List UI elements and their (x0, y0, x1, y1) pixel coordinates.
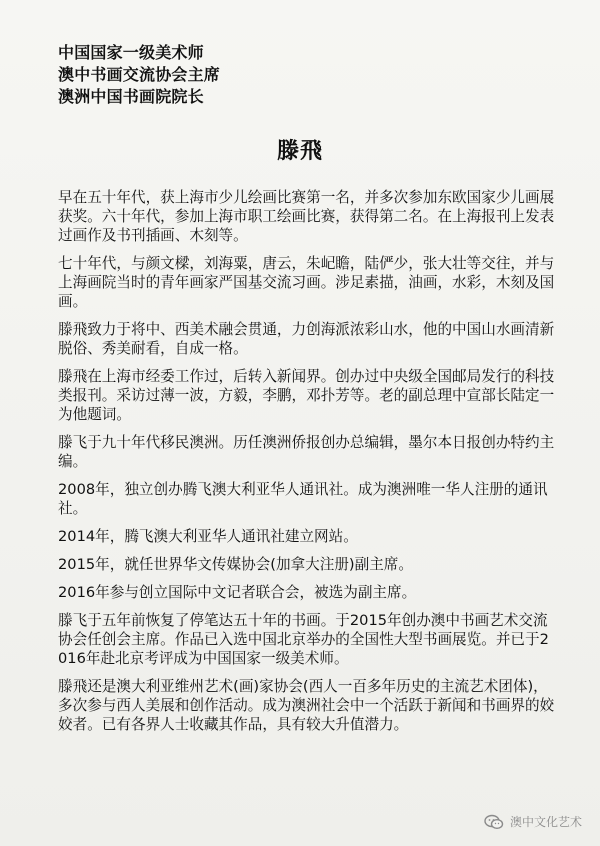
watermark-text: 澳中文化艺术 (509, 815, 582, 829)
paragraph: 2015年，就任世界华文传媒协会(加拿大注册)副主席。 (58, 556, 413, 573)
paragraph: 2016年参与创立国际中文记者联合会，被选为副主席。 (58, 584, 417, 601)
paragraph: 早在五十年代，获上海市少儿绘画比赛第一名，并多次参加东欧国家少儿画展获奖。六十年代，参加上海市职工绘画比赛，获得第二名。在上海报刊上发表过画作及书刊插画、木刻等。 (58, 189, 555, 244)
paragraph: 滕飞于九十年代移民澳洲。历任澳洲侨报创办总编辑，墨尔本日报创办特约主编。 (58, 434, 555, 470)
paragraph: 2008年，独立创办腾飞澳大利亚华人通讯社。成为澳洲唯一华人注册的通讯社。 (58, 481, 548, 517)
credential-line: 中国国家一级美术师 (58, 43, 204, 62)
credentials-header (58, 42, 418, 108)
paragraph: 七十年代，与颜文樑，刘海粟，唐云，朱屺瞻，陆俨少，张大壮等交往，并与上海画院当时的青年画家严国基交流习画。涉足素描，油画，水彩，木刻及国画。 (58, 255, 555, 310)
watermark (484, 813, 582, 830)
paragraph: 滕飞于五年前恢复了停笔达五十年的书画。于2015年创办澳中书画艺术交流协会任创会主席。作品已入选中国北京举办的全国性大型书画展览。并已于2016年赴北京考评成为中国国家一级美术师。 (58, 612, 549, 667)
credential-line: 澳洲中国书画院院长 (58, 87, 204, 106)
wechat-icon (484, 814, 504, 830)
page-title: 滕飛 (276, 138, 323, 164)
biography-body (58, 188, 558, 743)
paragraph: 滕飛在上海市经委工作过，后转入新闻界。创办过中央级全国邮局发行的科技类报刊。采访过薄一波，方毅，李鹏，邓扑芳等。老的副总理中宣部长陆定一为他题词。 (58, 368, 555, 423)
paragraph: 滕飛致力于将中、西美术融会贯通，力创海派浓彩山水，他的中国山水画清新脱俗、秀美耐看，自成一格。 (58, 321, 555, 357)
credential-line: 澳中书画交流协会主席 (58, 65, 221, 84)
paragraph: 滕飛还是澳大利亚维州艺术(画)家协会(西人一百多年历史的主流艺术团体)，多次参与西人美展和创作活动。成为澳洲社会中一个活跃于新闻和书画界的姣姣者。已有各界人士收藏其作品，具有较大升值潜力。 (58, 678, 555, 733)
paragraph: 2014年，腾飞澳大利亚华人通讯社建立网站。 (58, 528, 358, 545)
